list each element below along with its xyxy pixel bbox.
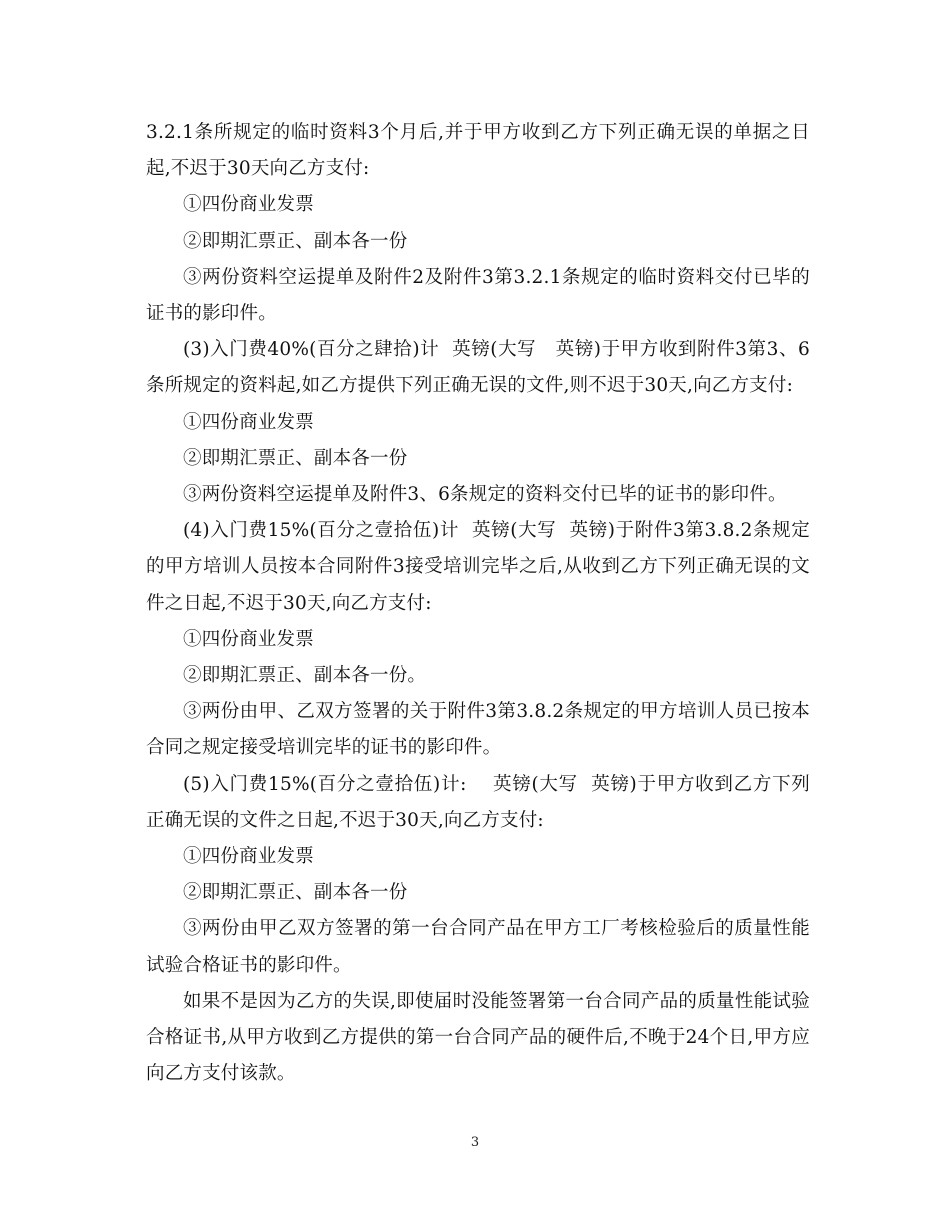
paragraph-13: (5)入门费15%(百分之壹拾伍)计: 英镑(大写 英镑)于甲方收到乙方下列正确无误的文件之日起,不迟于30天,向乙方支付: <box>146 773 810 831</box>
paragraph-5: (3)入门费40%(百分之肆拾)计 英镑(大写 英镑)于甲方收到附件3第3、6条所规定的资料起,如乙方提供下列正确无误的文件,则不迟于30天,向乙方支付: <box>146 339 810 397</box>
paragraph-17: 如果不是因为乙方的失误,即使届时没能签署第一台合同产品的质量性能试验合格证书,从甲方收到乙方提供的第一台合同产品的硬件后,不晚于24个日,甲方应向乙方支付该款。 <box>146 990 810 1085</box>
paragraph-16: ③两份由甲乙双方签署的第一台合同产品在甲方工厂考核检验后的质量性能试验合格证书的影印件。 <box>146 918 810 976</box>
paragraph-3: ②即期汇票正、副本各一份 <box>183 230 408 252</box>
paragraph-10: ①四份商业发票 <box>183 628 314 650</box>
paragraph-6: ①四份商业发票 <box>183 411 314 433</box>
document-body <box>146 115 810 1092</box>
paragraph-2: ①四份商业发票 <box>183 194 314 216</box>
page-number: 3 <box>470 1135 480 1150</box>
paragraph-8: ③两份资料空运提单及附件3、6条规定的资料交付已毕的证书的影印件。 <box>183 484 787 506</box>
paragraph-12: ③两份由甲、乙双方签署的关于附件3第3.8.2条规定的甲方培训人员已按本合同之规定接受培训完毕的证书的影印件。 <box>146 701 810 759</box>
paragraph-14: ①四份商业发票 <box>183 846 314 868</box>
paragraph-9: (4)入门费15%(百分之壹拾伍)计 英镑(大写 英镑)于附件3第3.8.2条规定的甲方培训人员按本合同附件3接受培训完毕之后,从收到乙方下列正确无误的文件之日起,不迟于30天,向乙方支付: <box>146 520 810 614</box>
paragraph-15: ②即期汇票正、副本各一份 <box>183 882 408 904</box>
paragraph-4: ③两份资料空运提单及附件2及附件3第3.2.1条规定的临时资料交付已毕的证书的影印件。 <box>146 266 810 325</box>
paragraph-7: ②即期汇票正、副本各一份 <box>183 447 408 469</box>
paragraph-1: 3.2.1条所规定的临时资料3个月后,并于甲方收到乙方下列正确无误的单据之日起,不迟于30天向乙方支付: <box>146 122 810 180</box>
paragraph-11: ②即期汇票正、副本各一份。 <box>183 665 427 687</box>
